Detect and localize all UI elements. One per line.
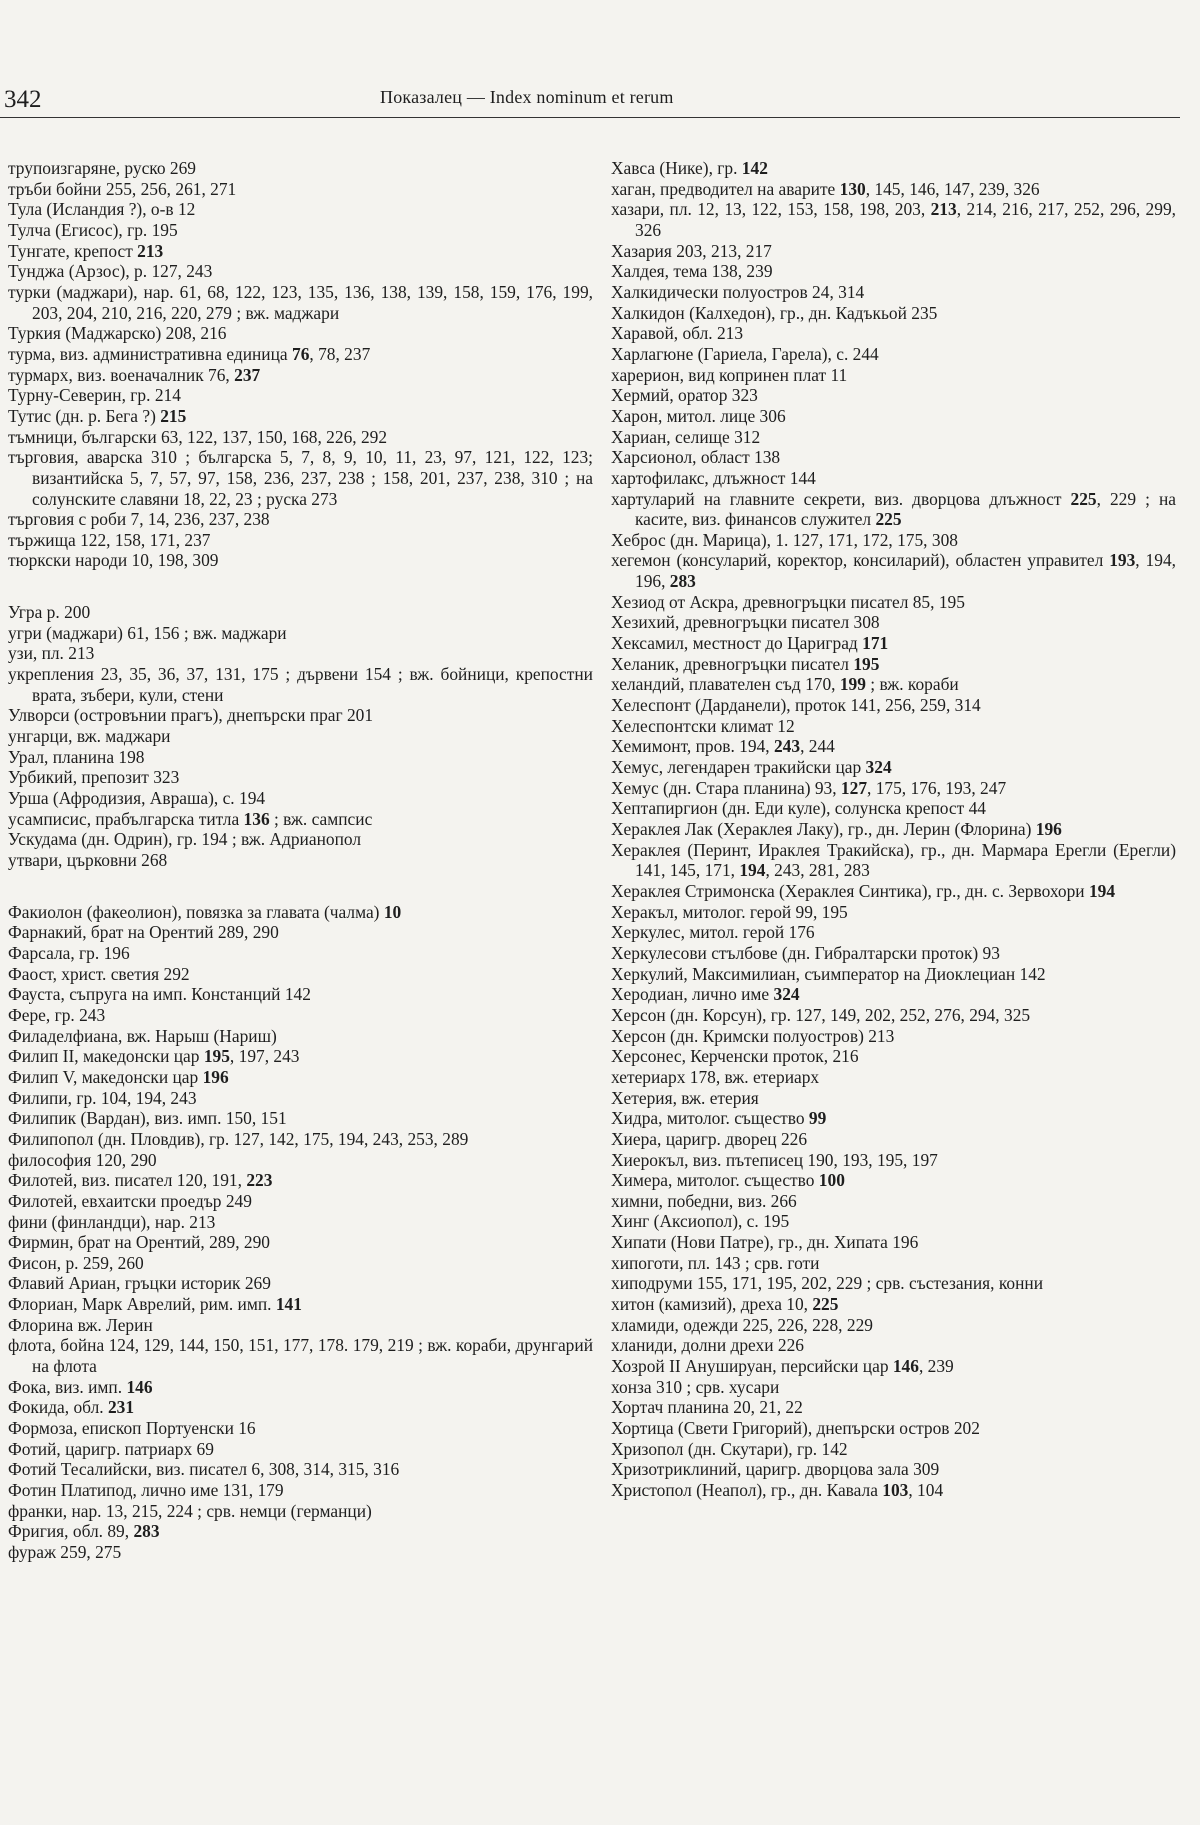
index-entry <box>611 1315 1176 1336</box>
entry-text: Турну-Северин, гр. 214 <box>8 385 181 406</box>
index-entry <box>8 747 593 768</box>
index-entry <box>8 705 593 726</box>
entry-text: Филотей, виз. писател 120, 191, <box>8 1170 247 1191</box>
page-ref-bold: 76 <box>292 343 310 364</box>
index-entry <box>8 1480 593 1501</box>
entry-text: Формоза, епископ Портуенски 16 <box>8 1418 256 1439</box>
entry-text: Флорина вж. Лерин <box>8 1314 153 1335</box>
entry-text: хитон (камизий), дреха 10, <box>611 1294 813 1315</box>
entry-text: Халдея, тема 138, 239 <box>611 261 773 282</box>
entry-text: Халкидон (Калхедон), гр., дн. Кадъкьой 235 <box>611 302 938 323</box>
index-entry <box>8 767 593 788</box>
entry-text: Филотей, евхаитски проедър 249 <box>8 1190 252 1211</box>
entry-text: Херсон (дн. Кримски полуостров) 213 <box>611 1025 895 1046</box>
entry-text: турки (маджари), нар. 61, 68, 122, 123, 135, 136, 138, 139, 158, 159, 176, 199, 203, 204, 210, 216, 220, 279 ; вж. маджари <box>8 281 593 323</box>
entry-text: Тутис (дн. р. Бега ?) <box>8 405 161 426</box>
entry-text: Херкулес, митол. герой 176 <box>611 922 815 943</box>
index-entry <box>611 1088 1176 1109</box>
page-ref-bold: 324 <box>865 757 892 778</box>
index-entry <box>611 922 1176 943</box>
entry-text: Фаост, христ. светия 292 <box>8 963 190 984</box>
page-ref-bold: 130 <box>839 178 866 199</box>
entry-text: Халкидически полуостров 24, 314 <box>611 281 865 302</box>
entry-text: Харон, митол. лице 306 <box>611 405 786 426</box>
index-entry <box>8 902 593 923</box>
entry-text: Хетерия, вж. етерия <box>611 1087 759 1108</box>
index-entry <box>8 664 593 705</box>
index-entry <box>8 1026 593 1047</box>
index-entry <box>611 964 1176 985</box>
entry-text: Фока, виз. имп. <box>8 1376 127 1397</box>
entry-text: Хезиод от Аскра, древногръцки писател 85, 195 <box>611 591 965 612</box>
index-entry <box>8 1212 593 1233</box>
page-ref-bold: 243 <box>773 736 801 757</box>
entry-text: хегемон (консуларий, коректор, консиларий), областен управител <box>611 550 1110 571</box>
index-entry <box>611 1253 1176 1274</box>
entry-text: Филипик (Вардан), виз. имп. 150, 151 <box>8 1108 287 1129</box>
index-entry <box>611 984 1176 1005</box>
index-entry <box>611 261 1176 282</box>
entry-text: Херсонес, Керченски проток, 216 <box>611 1046 859 1067</box>
entry-text: тюркски народи 10, 198, 309 <box>8 550 219 571</box>
entry-text: Хиера, царигр. дворец 226 <box>611 1128 808 1149</box>
entry-text: Хеброс (дн. Марица), 1. 127, 171, 172, 175, 308 <box>611 529 958 550</box>
index-entry <box>611 654 1176 675</box>
entry-text: хеландий, плавателен съд 170, <box>611 674 840 695</box>
entry-text: Хелеспонт (Дарданели), проток 141, 256, 259, 314 <box>611 695 981 716</box>
index-entry <box>8 406 593 427</box>
entry-text: Хризотриклиний, царигр. дворцова зала 309 <box>611 1459 940 1480</box>
index-entry <box>611 241 1176 262</box>
page-ref-bold: 225 <box>1070 488 1097 509</box>
entry-text: Хризопол (дн. Скутари), гр. 142 <box>611 1438 848 1459</box>
page-ref-bold: 141 <box>275 1294 302 1315</box>
entry-text: Херсон (дн. Корсун), гр. 127, 149, 202, 252, 276, 294, 325 <box>611 1004 1031 1025</box>
page-ref-bold: 194 <box>1088 880 1116 901</box>
index-entry <box>8 1315 593 1336</box>
entry-text: флота, бойна 124, 129, 144, 150, 151, 177, 178. 179, 219 ; вж. кораби, друнгарий на флота <box>8 1335 593 1377</box>
index-entry <box>8 1459 593 1480</box>
index-entry <box>8 1418 593 1439</box>
entry-text: Хераклея (Перинт, Ираклея Тракийска), гр., дн. Мармара Ерегли (Ерегли) 141, 145, 171, <box>611 839 1176 881</box>
entry-text: Хептапиргион (дн. Еди куле), солунска крепост 44 <box>611 798 986 819</box>
index-entry <box>8 1005 593 1026</box>
entry-text: Хемус, легендарен тракийски цар <box>611 757 866 778</box>
index-entry <box>8 1542 593 1563</box>
index-entry <box>611 468 1176 489</box>
entry-text: Херкулий, Максимилиан, съимператор на Диоклециан 142 <box>611 963 1046 984</box>
entry-text: Хезихий, древногръцки писател 308 <box>611 612 880 633</box>
index-entry <box>8 726 593 747</box>
page-ref-bold: 324 <box>773 984 800 1005</box>
index-entry <box>611 778 1176 799</box>
entry-text: унгарци, вж. маджари <box>8 726 171 747</box>
entry-text: Урал, планина 198 <box>8 746 145 767</box>
entry-text: Филипопол (дн. Пловдив), гр. 127, 142, 175, 194, 243, 253, 289 <box>8 1128 469 1149</box>
entry-text: , 78, 237 <box>309 343 371 364</box>
entry-text: Харавой, обл. 213 <box>611 323 744 344</box>
index-entry <box>611 592 1176 613</box>
index-entry <box>8 1108 593 1129</box>
entry-text: тръби бойни 255, 256, 261, 271 <box>8 178 237 199</box>
page-ref-bold: 283 <box>133 1521 160 1542</box>
index-entry <box>611 303 1176 324</box>
entry-text: Хераклея Лак (Хераклея Лаку), гр., дн. Лерин (Флорина) <box>611 819 1036 839</box>
entry-text: Фауста, съпруга на имп. Констанций 142 <box>8 984 311 1005</box>
entry-text: укрепления 23, 35, 36, 37, 131, 175 ; дървени 154 ; вж. бойници, крепостни врата, зъбери, кули, стени <box>8 664 593 705</box>
entry-text: Хортач планина 20, 21, 22 <box>611 1397 803 1418</box>
entry-text: , 145, 146, 147, 239, 326 <box>865 178 1040 199</box>
entry-text: Филаделфиана, вж. Нарыш (Нариш) <box>8 1025 277 1046</box>
page-ref-bold: 103 <box>882 1480 909 1500</box>
entry-text: хазари, пл. 12, 13, 122, 153, 158, 198, 203, <box>611 199 931 220</box>
index-entry <box>611 674 1176 695</box>
entry-text: , 104 <box>908 1480 944 1500</box>
page-ref-bold: 193 <box>1109 550 1136 571</box>
index-entry <box>611 344 1176 365</box>
index-entry <box>8 943 593 964</box>
index-entry <box>611 1211 1176 1232</box>
entry-text: фини (финландци), нар. 213 <box>8 1211 216 1232</box>
index-entry <box>611 179 1176 200</box>
index-entry <box>611 1232 1176 1253</box>
entry-text: Хазария 203, 213, 217 <box>611 240 772 261</box>
entry-text: търговия с роби 7, 14, 236, 237, 238 <box>8 509 270 530</box>
entry-text: Херкулесови стълбове (дн. Гибралтарски проток) 93 <box>611 942 1000 963</box>
index-entry <box>8 602 593 623</box>
entry-text: Хинг (Аксиопол), с. 195 <box>611 1211 790 1232</box>
entry-text: трупоизгаряне, руско 269 <box>8 158 196 178</box>
entry-text: узи, пл. 213 <box>8 643 95 664</box>
index-entry <box>611 1356 1176 1377</box>
entry-text: турма, виз. административна единица <box>8 343 292 364</box>
entry-text: Урша (Афродизия, Авраша), с. 194 <box>8 788 266 809</box>
entry-text: Факиолон (факеолион), повязка за главата (чалма) <box>8 901 384 922</box>
index-entry <box>611 1459 1176 1480</box>
page-ref-bold: 127 <box>840 777 868 798</box>
page-ref-bold: 199 <box>839 674 866 695</box>
entry-text: , 243, 281, 283 <box>765 860 870 881</box>
entry-text: фураж 259, 275 <box>8 1542 122 1562</box>
entry-text: Хиерокъл, виз. пътеписец 190, 193, 195, 197 <box>611 1149 938 1170</box>
index-entry <box>8 447 593 509</box>
index-entry <box>8 530 593 551</box>
index-entry <box>611 550 1176 591</box>
entry-text: , 244 <box>800 736 835 757</box>
index-entry <box>8 1501 593 1522</box>
index-entry <box>8 199 593 220</box>
index-entry <box>8 1397 593 1418</box>
index-entry <box>8 984 593 1005</box>
index-entry <box>611 385 1176 406</box>
index-entry <box>8 385 593 406</box>
index-entry <box>611 1170 1176 1191</box>
page-ref-bold: 283 <box>669 571 696 592</box>
page-ref-bold: 223 <box>246 1170 273 1191</box>
index-entry <box>611 1046 1176 1067</box>
index-entry <box>611 1335 1176 1356</box>
index-entry <box>611 1026 1176 1047</box>
index-entry <box>611 633 1176 654</box>
page-ref-bold: 195 <box>203 1046 230 1067</box>
index-entry <box>611 1377 1176 1398</box>
entry-text: Хипати (Нови Патре), гр., дн. Хипата 196 <box>611 1232 919 1253</box>
index-entry <box>611 1108 1176 1129</box>
entry-text: Ускудама (дн. Одрин), гр. 194 ; вж. Адрианопол <box>8 829 362 850</box>
index-entry <box>611 406 1176 427</box>
index-entry <box>8 1253 593 1274</box>
index-entry <box>8 623 593 644</box>
entry-text: Фотий, царигр. патриарх 69 <box>8 1438 214 1459</box>
entry-text: турмарх, виз. военачалник 76, <box>8 364 235 385</box>
index-entry <box>8 643 593 664</box>
entry-text: Харсионол, област 138 <box>611 447 781 468</box>
entry-text: хиподруми 155, 171, 195, 202, 229 ; срв. състезания, конни <box>611 1273 1044 1294</box>
page-ref-bold: 136 <box>243 808 270 829</box>
entry-text: Флавий Ариан, гръцки историк 269 <box>8 1273 271 1294</box>
index-entry <box>611 447 1176 468</box>
index-entry <box>8 344 593 365</box>
page-ref-bold: 171 <box>862 633 889 654</box>
header-rule <box>0 117 1180 118</box>
entry-text: Хавса (Нике), гр. <box>611 158 742 178</box>
index-entry <box>611 199 1176 240</box>
entry-text: угри (маджари) 61, 156 ; вж. маджари <box>8 622 287 643</box>
index-entry <box>8 509 593 530</box>
index-entry <box>8 809 593 830</box>
index-entry <box>8 1046 593 1067</box>
index-entry <box>8 1335 593 1376</box>
entry-text: Тунгате, крепост <box>8 240 138 261</box>
entry-text: Хемус (дн. Стара планина) 93, <box>611 777 841 798</box>
index-entry <box>611 1067 1176 1088</box>
entry-text: Фотий Тесалийски, виз. писател 6, 308, 314, 315, 316 <box>8 1459 400 1480</box>
index-entry <box>8 964 593 985</box>
entry-text: хонза 310 ; срв. хусари <box>611 1376 780 1397</box>
page-ref-bold: 196 <box>202 1066 229 1087</box>
entry-text: франки, нар. 13, 215, 224 ; срв. немци (германци) <box>8 1500 372 1521</box>
page-ref-bold: 142 <box>741 158 768 178</box>
index-entry <box>8 179 593 200</box>
index-entry <box>8 241 593 262</box>
entry-text: Улворси (островънии прагъ), днепърски праг 201 <box>8 705 374 726</box>
index-entry <box>8 158 593 179</box>
entry-text: Химера, митолог. същество <box>611 1170 819 1191</box>
index-entry <box>611 757 1176 778</box>
index-entry <box>8 1439 593 1460</box>
entry-text: Тула (Исландия ?), о-в 12 <box>8 199 196 220</box>
index-entry <box>611 881 1176 902</box>
index-entry <box>611 489 1176 530</box>
index-entry <box>8 261 593 282</box>
index-entry <box>8 550 593 571</box>
entry-text: Тулча (Егисос), гр. 195 <box>8 219 178 240</box>
entry-text: , 197, 243 <box>229 1046 300 1067</box>
index-entry <box>611 365 1176 386</box>
index-entry <box>611 282 1176 303</box>
index-entry <box>8 427 593 448</box>
page-header <box>0 82 1178 112</box>
entry-text: утвари, църковни 268 <box>8 850 168 870</box>
entry-text: Туркия (Маджарско) 208, 216 <box>8 323 227 344</box>
index-column-left <box>8 158 593 1563</box>
index-column-right <box>611 158 1176 1501</box>
entry-text: Христопол (Неапол), гр., дн. Кавала <box>611 1480 883 1500</box>
index-entry <box>8 1377 593 1398</box>
index-entry <box>8 788 593 809</box>
page-ref-bold: 99 <box>808 1108 827 1129</box>
index-entry <box>8 1150 593 1171</box>
entry-text: Фисон, р. 259, 260 <box>8 1252 144 1273</box>
index-entry <box>611 1294 1176 1315</box>
index-entry <box>611 530 1176 551</box>
entry-text: търговия, аварска 310 ; българска 5, 7, 8, 9, 10, 11, 23, 97, 121, 122, 123; византийска 5, 7, 57, 97, 158, 236, 237, 238 ; 158, 201, 237, 238, 310 ; на солунските славяни 18, 22, 23 ; руска 273 <box>8 447 593 509</box>
index-entry <box>8 850 593 871</box>
entry-text: Хермий, оратор 323 <box>611 385 758 406</box>
index-entry <box>611 1439 1176 1460</box>
entry-text: , 214, 216, 217, 252, 296, 299, 326 <box>635 199 1176 240</box>
index-entry <box>611 798 1176 819</box>
entry-text: , 229 ; на касите, виз. финансов служител <box>635 488 1176 530</box>
index-entry <box>611 1191 1176 1212</box>
page-ref-bold: 196 <box>1035 819 1062 839</box>
page-ref-bold: 225 <box>875 509 902 530</box>
index-entry <box>611 612 1176 633</box>
entry-text: Фотин Платипод, лично име 131, 179 <box>8 1480 284 1501</box>
running-title: Показалец — Index nominum et rerum <box>380 87 674 107</box>
entry-text: Фокида, обл. <box>8 1397 108 1418</box>
index-entry <box>611 1480 1176 1501</box>
index-entry <box>611 1418 1176 1439</box>
index-entry <box>8 220 593 241</box>
page-ref-bold: 215 <box>160 405 187 426</box>
index-entry <box>611 1005 1176 1026</box>
index-entry <box>611 819 1176 840</box>
entry-text: хартофилакс, длъжност 144 <box>611 467 816 488</box>
entry-text: усамписис, прабългарска титла <box>8 808 244 829</box>
index-entry <box>611 1150 1176 1171</box>
entry-text: Тунджа (Арзос), р. 127, 243 <box>8 261 213 282</box>
entry-text: , 175, 176, 193, 247 <box>867 777 1007 798</box>
index-entry <box>611 323 1176 344</box>
page-ref-bold: 146 <box>892 1356 919 1377</box>
entry-text: , 194, 196, <box>635 550 1176 592</box>
index-entry <box>8 282 593 323</box>
entry-text: Фарсала, гр. 196 <box>8 942 130 963</box>
page-ref-bold: 225 <box>812 1294 839 1315</box>
entry-text: Херакъл, митолог. герой 99, 195 <box>611 901 848 922</box>
entry-text: Фирмин, брат на Орентий, 289, 290 <box>8 1232 270 1253</box>
entry-text: хипоготи, пл. 143 ; срв. готи <box>611 1252 820 1273</box>
entry-text: Хераклея Стримонска (Хераклея Синтика), гр., дн. с. Зервохори <box>611 880 1089 901</box>
entry-text: Хеланик, древногръцки писател <box>611 653 854 674</box>
entry-text: харерион, вид копринен плат 11 <box>611 364 848 385</box>
index-entry <box>611 1273 1176 1294</box>
index-entry <box>8 1273 593 1294</box>
entry-text: хартуларий на главните секрети, виз. дворцова длъжност <box>611 488 1071 509</box>
page-ref-bold: 237 <box>234 364 261 385</box>
entry-text: Хариан, селище 312 <box>611 426 761 447</box>
entry-text: ; вж. кораби <box>865 674 959 695</box>
entry-text: Филипи, гр. 104, 194, 243 <box>8 1087 197 1108</box>
entry-text: хланиди, долни дрехи 226 <box>611 1335 804 1356</box>
entry-text: Хортица (Свети Григорий), днепърски остров 202 <box>611 1418 980 1439</box>
index-entry <box>611 158 1176 179</box>
entry-text: тъмници, български 63, 122, 137, 150, 168, 226, 292 <box>8 426 388 447</box>
index-entry <box>8 922 593 943</box>
index-entry <box>611 736 1176 757</box>
entry-text: Урбикий, препозит 323 <box>8 767 180 788</box>
index-entry <box>611 427 1176 448</box>
index-entry <box>8 1521 593 1542</box>
entry-text: хетериарх 178, вж. етериарх <box>611 1066 820 1087</box>
entry-text: хаган, предводител на аварите <box>611 178 840 199</box>
index-entry <box>611 840 1176 881</box>
entry-text: Хексамил, местност до Цариград <box>611 633 863 654</box>
page-ref-bold: 194 <box>739 860 766 881</box>
page-ref-bold: 100 <box>818 1170 845 1191</box>
index-entry <box>8 1129 593 1150</box>
index-entry <box>611 695 1176 716</box>
index-entry <box>8 365 593 386</box>
page-ref-bold: 231 <box>107 1397 135 1418</box>
index-entry <box>611 716 1176 737</box>
page-ref-bold: 146 <box>126 1376 153 1397</box>
entry-text: тържища 122, 158, 171, 237 <box>8 529 211 550</box>
entry-text: Фере, гр. 243 <box>8 1004 106 1025</box>
index-entry <box>611 902 1176 923</box>
page-ref-bold: 195 <box>853 653 880 674</box>
page-ref-bold: 213 <box>137 240 164 261</box>
entry-text: Харлагюне (Гариела, Гарела), с. 244 <box>611 343 879 364</box>
entry-text: Фригия, обл. 89, <box>8 1521 134 1542</box>
index-entry <box>8 1067 593 1088</box>
entry-text: Филип II, македонски цар <box>8 1046 204 1067</box>
index-entry <box>611 1397 1176 1418</box>
index-entry <box>611 943 1176 964</box>
page-ref-bold: 213 <box>930 199 957 220</box>
entry-text: ; вж. сампсис <box>269 808 373 829</box>
entry-text: хламиди, одежди 225, 226, 228, 229 <box>611 1314 873 1335</box>
entry-text: Филип V, македонски цар <box>8 1066 203 1087</box>
entry-text: , 239 <box>918 1356 954 1377</box>
entry-text: Угра р. 200 <box>8 602 91 623</box>
page-ref-bold: 10 <box>383 901 402 922</box>
index-entry <box>8 1294 593 1315</box>
entry-text: Хемимонт, пров. 194, <box>611 736 774 757</box>
entry-text: Хелеспонтски климат 12 <box>611 715 795 736</box>
index-entry <box>8 323 593 344</box>
entry-text: Фарнакий, брат на Орентий 289, 290 <box>8 922 279 943</box>
index-entry <box>8 829 593 850</box>
index-entry <box>8 1088 593 1109</box>
page-number: 342 <box>4 86 42 113</box>
entry-text: химни, победни, виз. 266 <box>611 1190 797 1211</box>
index-entry <box>611 1129 1176 1150</box>
entry-text: Хозрой II Анушируан, персийски цар <box>611 1356 893 1377</box>
entry-text: философия 120, 290 <box>8 1149 157 1170</box>
index-entry <box>8 1191 593 1212</box>
entry-text: Херодиан, лично име <box>611 984 774 1005</box>
entry-text: Хидра, митолог. същество <box>611 1108 809 1129</box>
index-entry <box>8 1170 593 1191</box>
entry-text: Флориан, Марк Аврелий, рим. имп. <box>8 1294 276 1315</box>
index-entry <box>8 1232 593 1253</box>
